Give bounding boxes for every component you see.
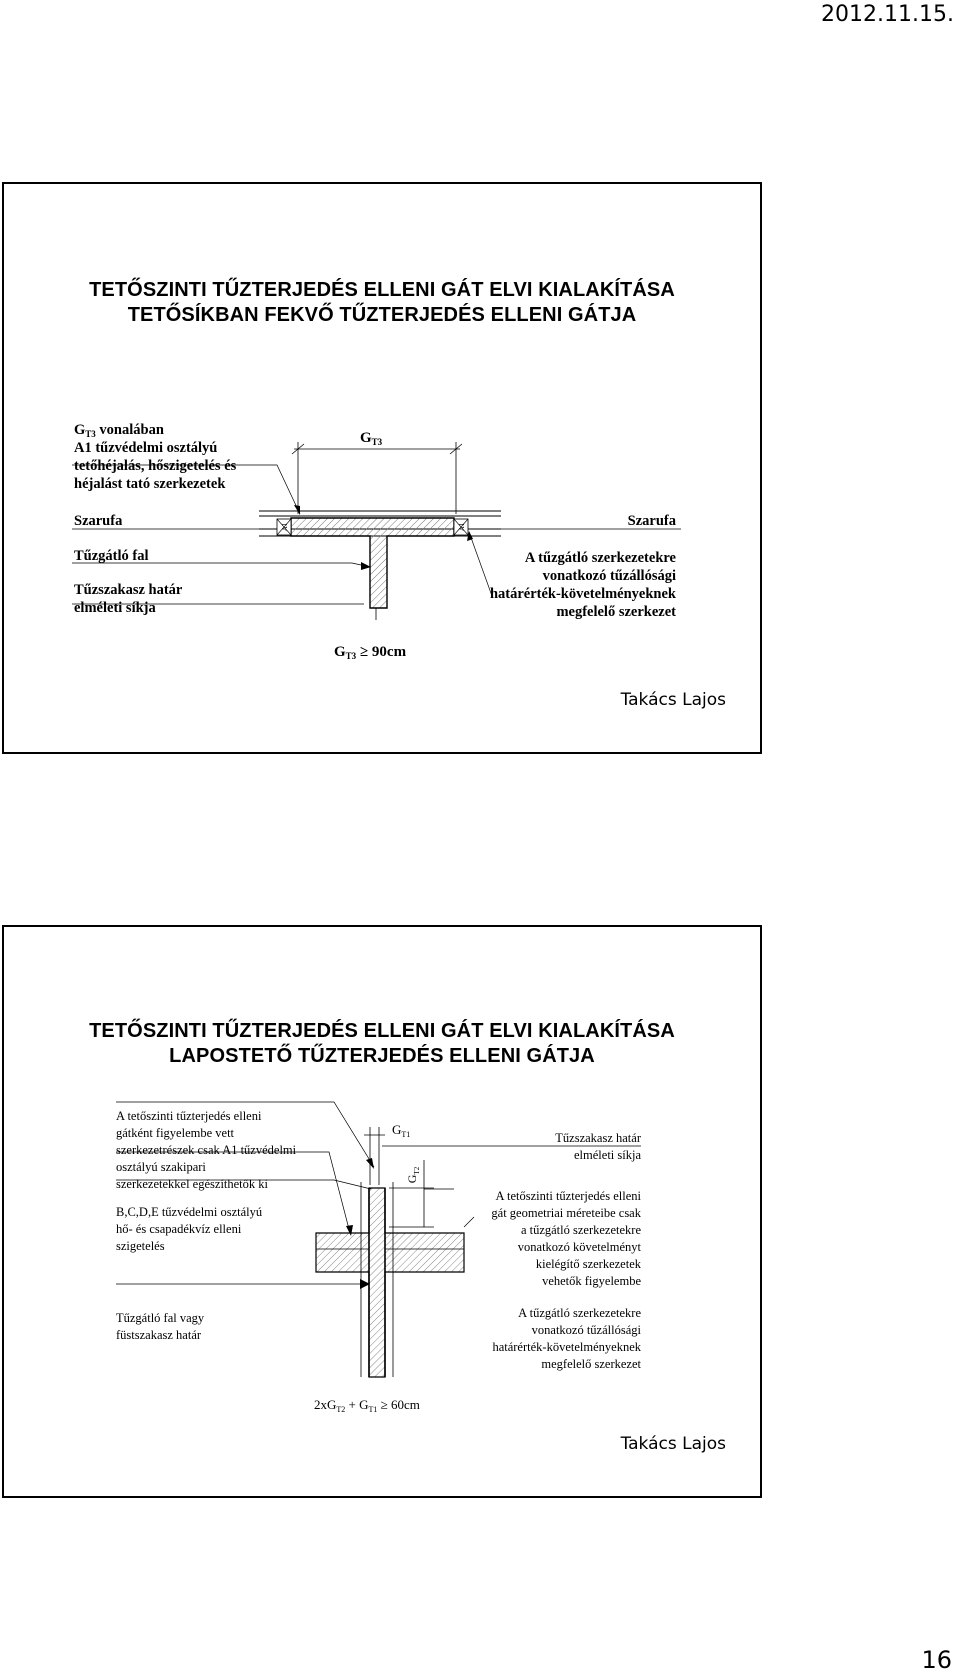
label-hejalast: héjalást tató szerkezetek	[74, 476, 226, 492]
label-left-a2: gátként figyelembe vett	[116, 1126, 235, 1140]
label-tuzszakasz-2: elméleti síkja	[74, 600, 156, 616]
slide-tetosik	[2, 182, 762, 754]
label-right-2: vonatkozó tűzállósági	[542, 568, 676, 584]
label-szarufa-left: Szarufa	[74, 513, 123, 529]
firewall-cross-section	[316, 1182, 464, 1377]
label-tuzgatlo-fal: Tűzgátló fal	[74, 548, 149, 564]
dimension-gt3	[292, 442, 462, 514]
label-right-c1: A tűzgátló szerkezetekre	[518, 1306, 641, 1320]
label-right-b1: A tetőszinti tűzterjedés elleni	[495, 1189, 641, 1203]
label-left-c1: Tűzgátló fal vagy	[116, 1311, 205, 1325]
label-right-4: megfelelő szerkezet	[556, 604, 676, 620]
title-line-2: TETŐSÍKBAN FEKVŐ TŰZTERJEDÉS ELLENI GÁTJA	[127, 304, 637, 326]
dimension-gt2	[389, 1160, 434, 1227]
a1-label-left: A1	[281, 522, 289, 532]
formula-gt2-gt1: $2xG_{T2} + G_{T1} \ge 60cm$	[314, 1397, 420, 1414]
dimension-gt1-label: $G_{T1}$	[392, 1122, 411, 1139]
roof-firewall-diagram	[4, 184, 760, 752]
label-tuzszakasz-1: Tűzszakasz határ	[74, 582, 183, 598]
label-right-b2: gát geometriai méreteibe csak	[491, 1206, 641, 1220]
a1-insulation-left	[277, 519, 291, 535]
label-right-b6: vehetők figyelembe	[542, 1274, 641, 1288]
label-right-b3: a tűzgátló szerkezetekre	[520, 1223, 641, 1237]
label-left-a1: A tetőszinti tűzterjedés elleni	[116, 1109, 262, 1123]
formula-gt3: $G_{T3} \ge 90cm$	[334, 644, 407, 661]
right-labels	[491, 1131, 641, 1371]
left-labels	[74, 422, 237, 616]
page-number: 16	[921, 1646, 952, 1674]
label-right-a2: elméleti síkja	[574, 1148, 641, 1162]
label-right-a1: Tűzszakasz határ	[555, 1131, 641, 1145]
label-right-c4: megfelelő szerkezet	[541, 1357, 641, 1371]
title-line-1: TETŐSZINTI TŰZTERJEDÉS ELLENI GÁT ELVI KIALAKÍTÁSA	[89, 1020, 675, 1042]
label-left-a5: szerkezetekkel egészíthetők ki	[116, 1177, 269, 1191]
a1-insulation-right	[454, 519, 468, 535]
label-gt3-vonalaban: $G_{T3}$ vonalában	[74, 422, 164, 439]
label-right-c3: határérték-követelményeknek	[492, 1340, 641, 1354]
label-right-b4: vonatkozó követelményt	[517, 1240, 641, 1254]
label-left-b2: hő- és csapadékvíz elleni	[116, 1222, 242, 1236]
header-date: 2012.11.15.	[821, 2, 954, 27]
title-line-2: LAPOSTETŐ TŰZTERJEDÉS ELLENI GÁTJA	[169, 1045, 595, 1067]
label-a1-osztaly: A1 tűzvédelmi osztályú	[74, 440, 218, 456]
slide-lapostetet	[2, 925, 762, 1498]
label-right-3: határérték-követelményeknek	[489, 586, 676, 602]
label-right-b5: kielégítő szerkezetek	[535, 1257, 641, 1271]
label-left-b3: szigetelés	[116, 1239, 165, 1253]
label-tetoheja: tetőhéjalás, hőszigetelés és	[74, 458, 237, 474]
label-left-c2: füstszakasz határ	[116, 1328, 202, 1342]
label-left-a3: szerkezetrészek csak A1 tűzvédelmi	[116, 1143, 297, 1157]
flat-roof-firewall-diagram	[4, 927, 760, 1496]
a1-label-right: A1	[458, 522, 466, 532]
dimension-gt3-label: $G_{T3}$	[360, 430, 383, 447]
title-line-1: TETŐSZINTI TŰZTERJEDÉS ELLENI GÁT ELVI KIALAKÍTÁSA	[89, 279, 675, 301]
left-labels	[116, 1109, 297, 1342]
label-left-a4: osztályú szakipari	[116, 1160, 206, 1174]
author: Takács Lajos	[620, 1434, 726, 1454]
author: Takács Lajos	[620, 690, 726, 710]
label-right-c2: vonatkozó tűzállósági	[531, 1323, 641, 1337]
label-szarufa-right: Szarufa	[627, 513, 676, 529]
dimension-gt2-label: $G_{T2}$	[405, 1166, 421, 1184]
label-left-b1: B,C,D,E tűzvédelmi osztályú	[116, 1205, 263, 1219]
label-right-1: A tűzgátló szerkezetekre	[524, 550, 676, 566]
